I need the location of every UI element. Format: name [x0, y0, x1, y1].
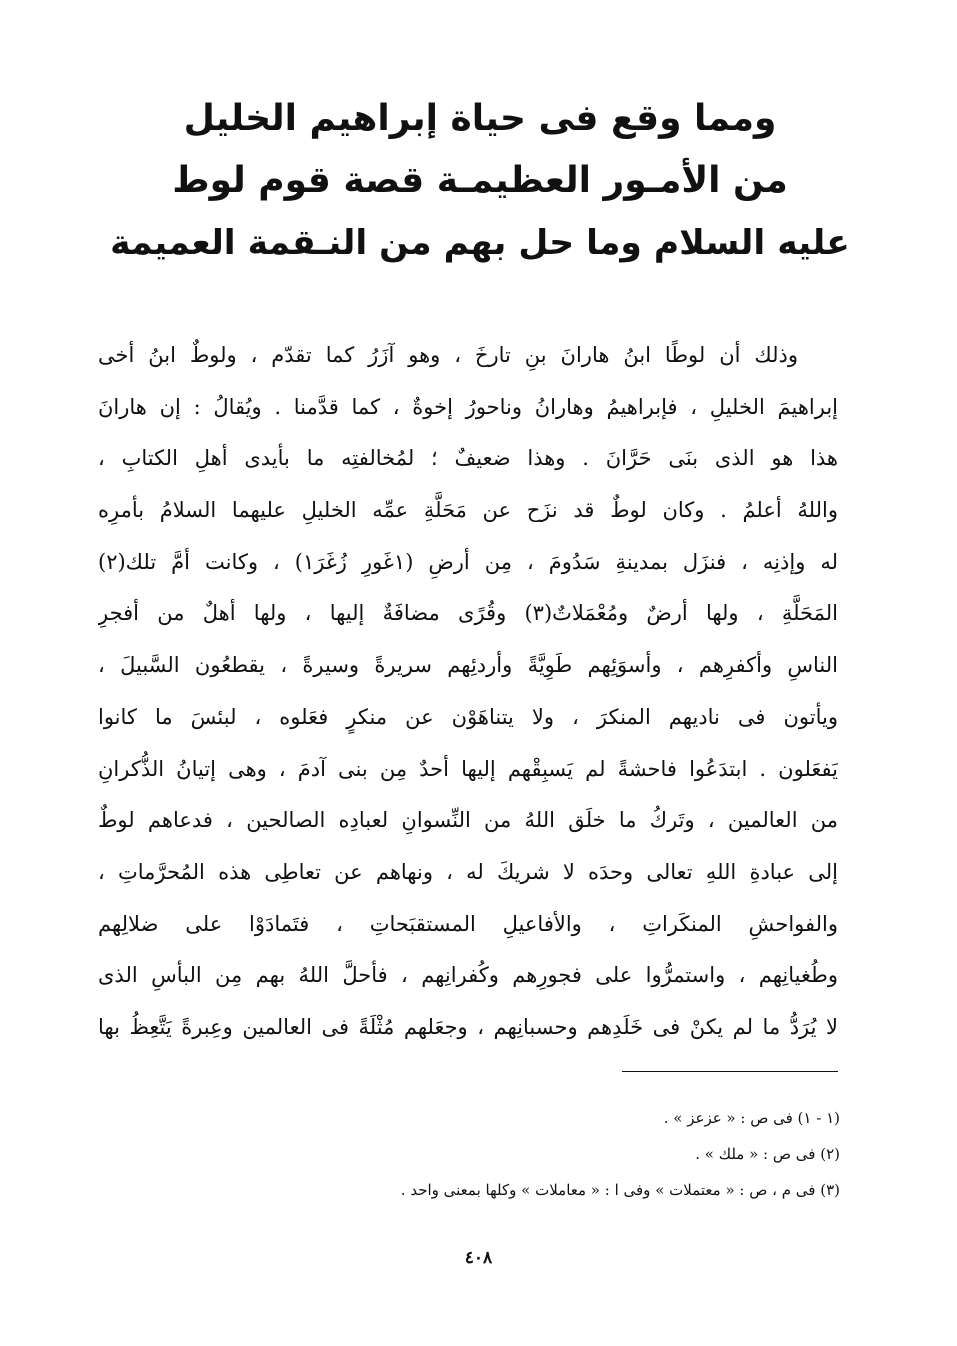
- body-line: إبراهيمَ الخليلِ ، فإبراهيمُ وهارانُ وناحورُ إخوةٌ ، كما قدَّمنا . ويُقالُ : إن هارانَ: [98, 394, 838, 419]
- body-line: واللهُ أعلمُ . وكان لوطٌ قد نزَح عن مَحَلَّةِ عمِّه الخليلِ عليهما السلامُ بأمرِه: [98, 498, 838, 523]
- title-line-3: عليه السلام وما حل بهم من النـقمة العميمة: [110, 223, 850, 263]
- body-line: المَحَلَّةِ ، ولها أرضٌ ومُعْمَلاتٌ(٣) وقُرًى مضافَةٌ إليها ، ولها أهلٌ من أفجرِ: [98, 601, 838, 626]
- body-line: إلى عبادةِ اللهِ تعالى وحدَه لا شريكَ له ، ونهاهم عن تعاطِى هذه المُحرَّماتِ ،: [98, 859, 838, 884]
- body-line: والفواحشِ المنكَراتِ ، والأفاعيلِ المستقبَحاتِ ، فتَمادَوْا على ضلالِهم: [98, 911, 838, 936]
- body-line: الناسِ وأكفرِهم ، وأسوَئِهم طَوِيَّةً وأردئِهم سريرةً وسيرةً ، يقطعُون السَّبيلَ ،: [98, 653, 838, 678]
- body-text: [98, 330, 838, 1054]
- body-line: وذلك أن لوطًا ابنُ هارانَ بنِ تارخَ ، وهو آزَرُ كما تقدّم ، ولوطٌ ابنُ أخى: [98, 343, 798, 367]
- footnote: (٣) فى م ، ص : « معتملات » وفى ا : « معاملات » وكلها بمعنى واحد .: [400, 1181, 840, 1199]
- title-line-2: من الأمـور العظيمـة قصة قوم لوط: [172, 160, 788, 201]
- body-line: هذا هو الذى بنَى حَرَّانَ . وهذا ضعيفٌ ؛ لمُخالفتِه ما بأيدى أهلِ الكتابِ ،: [98, 446, 838, 471]
- chapter-title: [110, 88, 850, 274]
- body-line: من العالمين ، وتَركُ ما خلَق اللهُ من النِّسوانِ لعبادِه الصالحين ، فدعاهم لوطٌ: [98, 808, 838, 833]
- footnote: (١ - ١) فى ص : « عزعز » .: [663, 1109, 840, 1127]
- body-line: لا يُرَدُّ ما لم يكنْ فى خَلَدِهم وحسبانِهم ، وجعَلهم مُثْلَةً فى العالمين وعِبرةً يَتَّعِظُ بها: [98, 1014, 838, 1039]
- footnote-separator: [622, 1071, 838, 1072]
- footnotes: [200, 1100, 840, 1208]
- body-line: ويأتون فى ناديهم المنكرَ ، ولا يتناهَوْن عن منكرٍ فعَلوه ، لبئسَ ما كانوا: [98, 704, 838, 729]
- footnote: (٢) فى ص : « ملك » .: [695, 1145, 840, 1163]
- title-line-1: ومما وقع فى حياة إبراهيم الخليل: [183, 98, 777, 139]
- body-line: له وإذنِه ، فنزَل بمدينةِ سَدُومَ ، مِن أرضِ (١غَورِ زُغَرَ١) ، وكانت أمَّ تلك(٢): [98, 549, 838, 574]
- body-line: يَفعَلون . ابتدَعُوا فاحشةً لم يَسبِقْهم إليها أحدٌ مِن بنى آدمَ ، وهى إتيانُ الذُّكرانِ: [98, 756, 838, 781]
- body-line: وطُغيانِهم ، واستمرُّوا على فجورِهم وكُفرانِهم ، فأحلَّ اللهُ بهم مِن البأسِ الذى: [98, 963, 838, 988]
- page-number: ٤٠٨: [464, 1248, 493, 1268]
